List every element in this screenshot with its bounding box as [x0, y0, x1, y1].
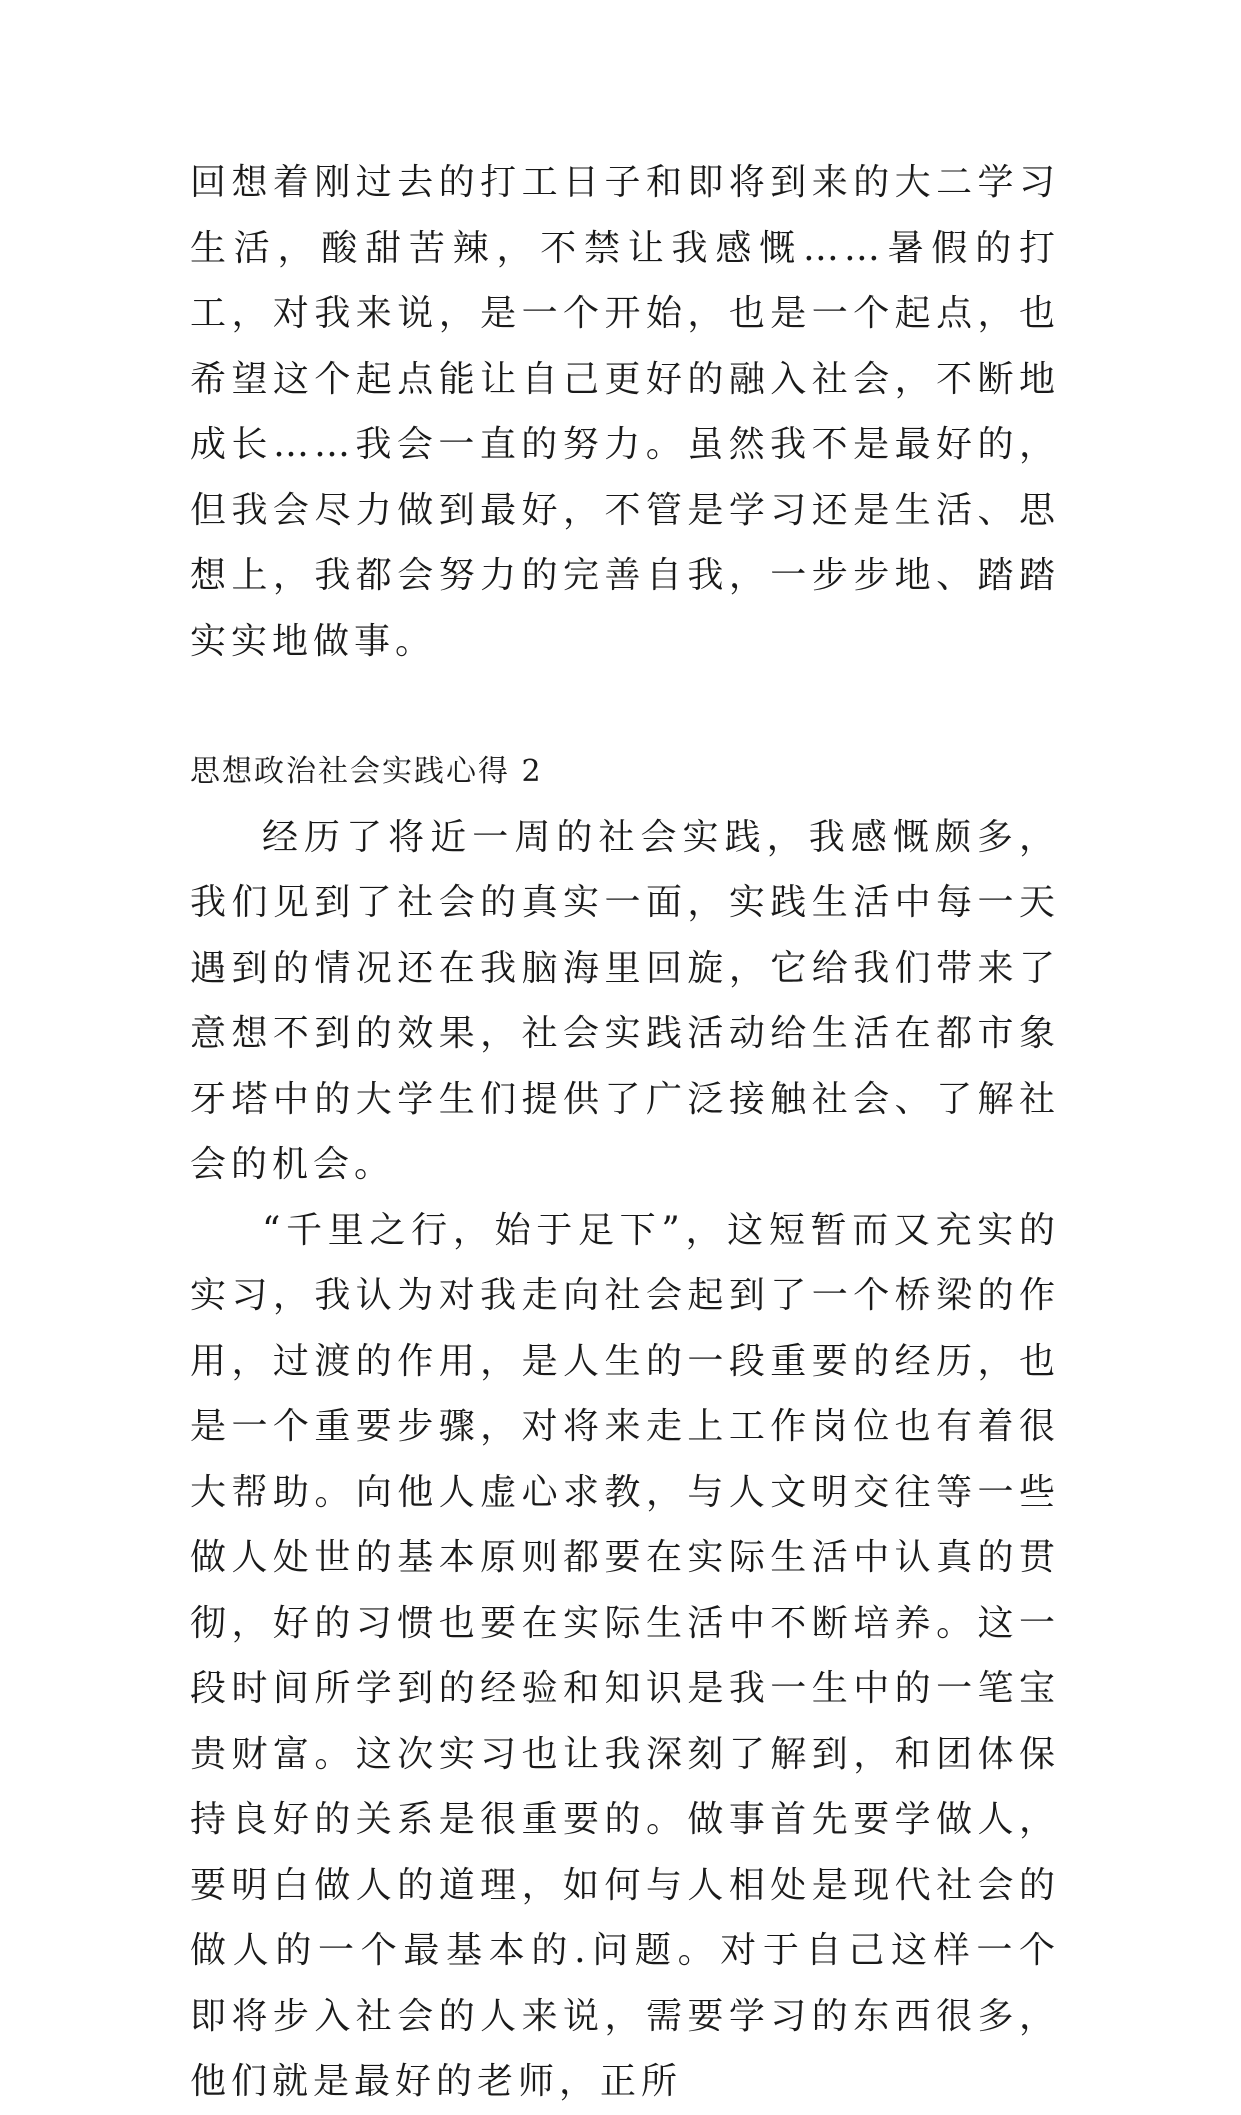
paragraph-2: 经历了将近一周的社会实践，我感慨颇多，我们见到了社会的真实一面，实践生活中每一天遇到的情况还在我脑海里回旋，它给我们带来了意想不到的效果，社会实践活动给生活在都市象牙塔中的大学生们提供了广泛接触社会、了解社会的机会。 — [190, 816, 1060, 1185]
document-body — [190, 150, 1060, 2115]
paragraph-3: “千里之行，始于足下”，这短暂而又充实的实习，我认为对我走向社会起到了一个桥梁的作用，过渡的作用，是人生的一段重要的经历，也是一个重要步骤，对将来走上工作岗位也有着很大帮助。向他人虚心求教，与人文明交往等一些做人处世的基本原则都要在实际生活中认真的贯彻，好的习惯也要在实际生活中不断培养。这一段时间所学到的经验和知识是我一生中的一笔宝贵财富。这次实习也让我深刻了解到，和团体保持良好的关系是很重要的。做事首先要学做人，要明白做人的道理，如何与人相处是现代社会的做人的一个最基本的.问题。对于自己这样一个即将步入社会的人来说，需要学习的东西很多，他们就是最好的老师，正所 — [190, 1209, 1060, 2102]
paragraph-1: 回想着刚过去的打工日子和即将到来的大二学习生活，酸甜苦辣，不禁让我感慨……暑假的打工，对我来说，是一个开始，也是一个起点，也希望这个起点能让自己更好的融入社会，不断地成长……我会一直的努力。虽然我不是最好的，但我会尽力做到最好，不管是学习还是生活、思想上，我都会努力的完善自我，一步步地、踏踏实实地做事。 — [190, 162, 1060, 662]
section-heading: 思想政治社会实践心得 2 — [190, 754, 543, 789]
paragraph-spacer — [190, 674, 1060, 739]
